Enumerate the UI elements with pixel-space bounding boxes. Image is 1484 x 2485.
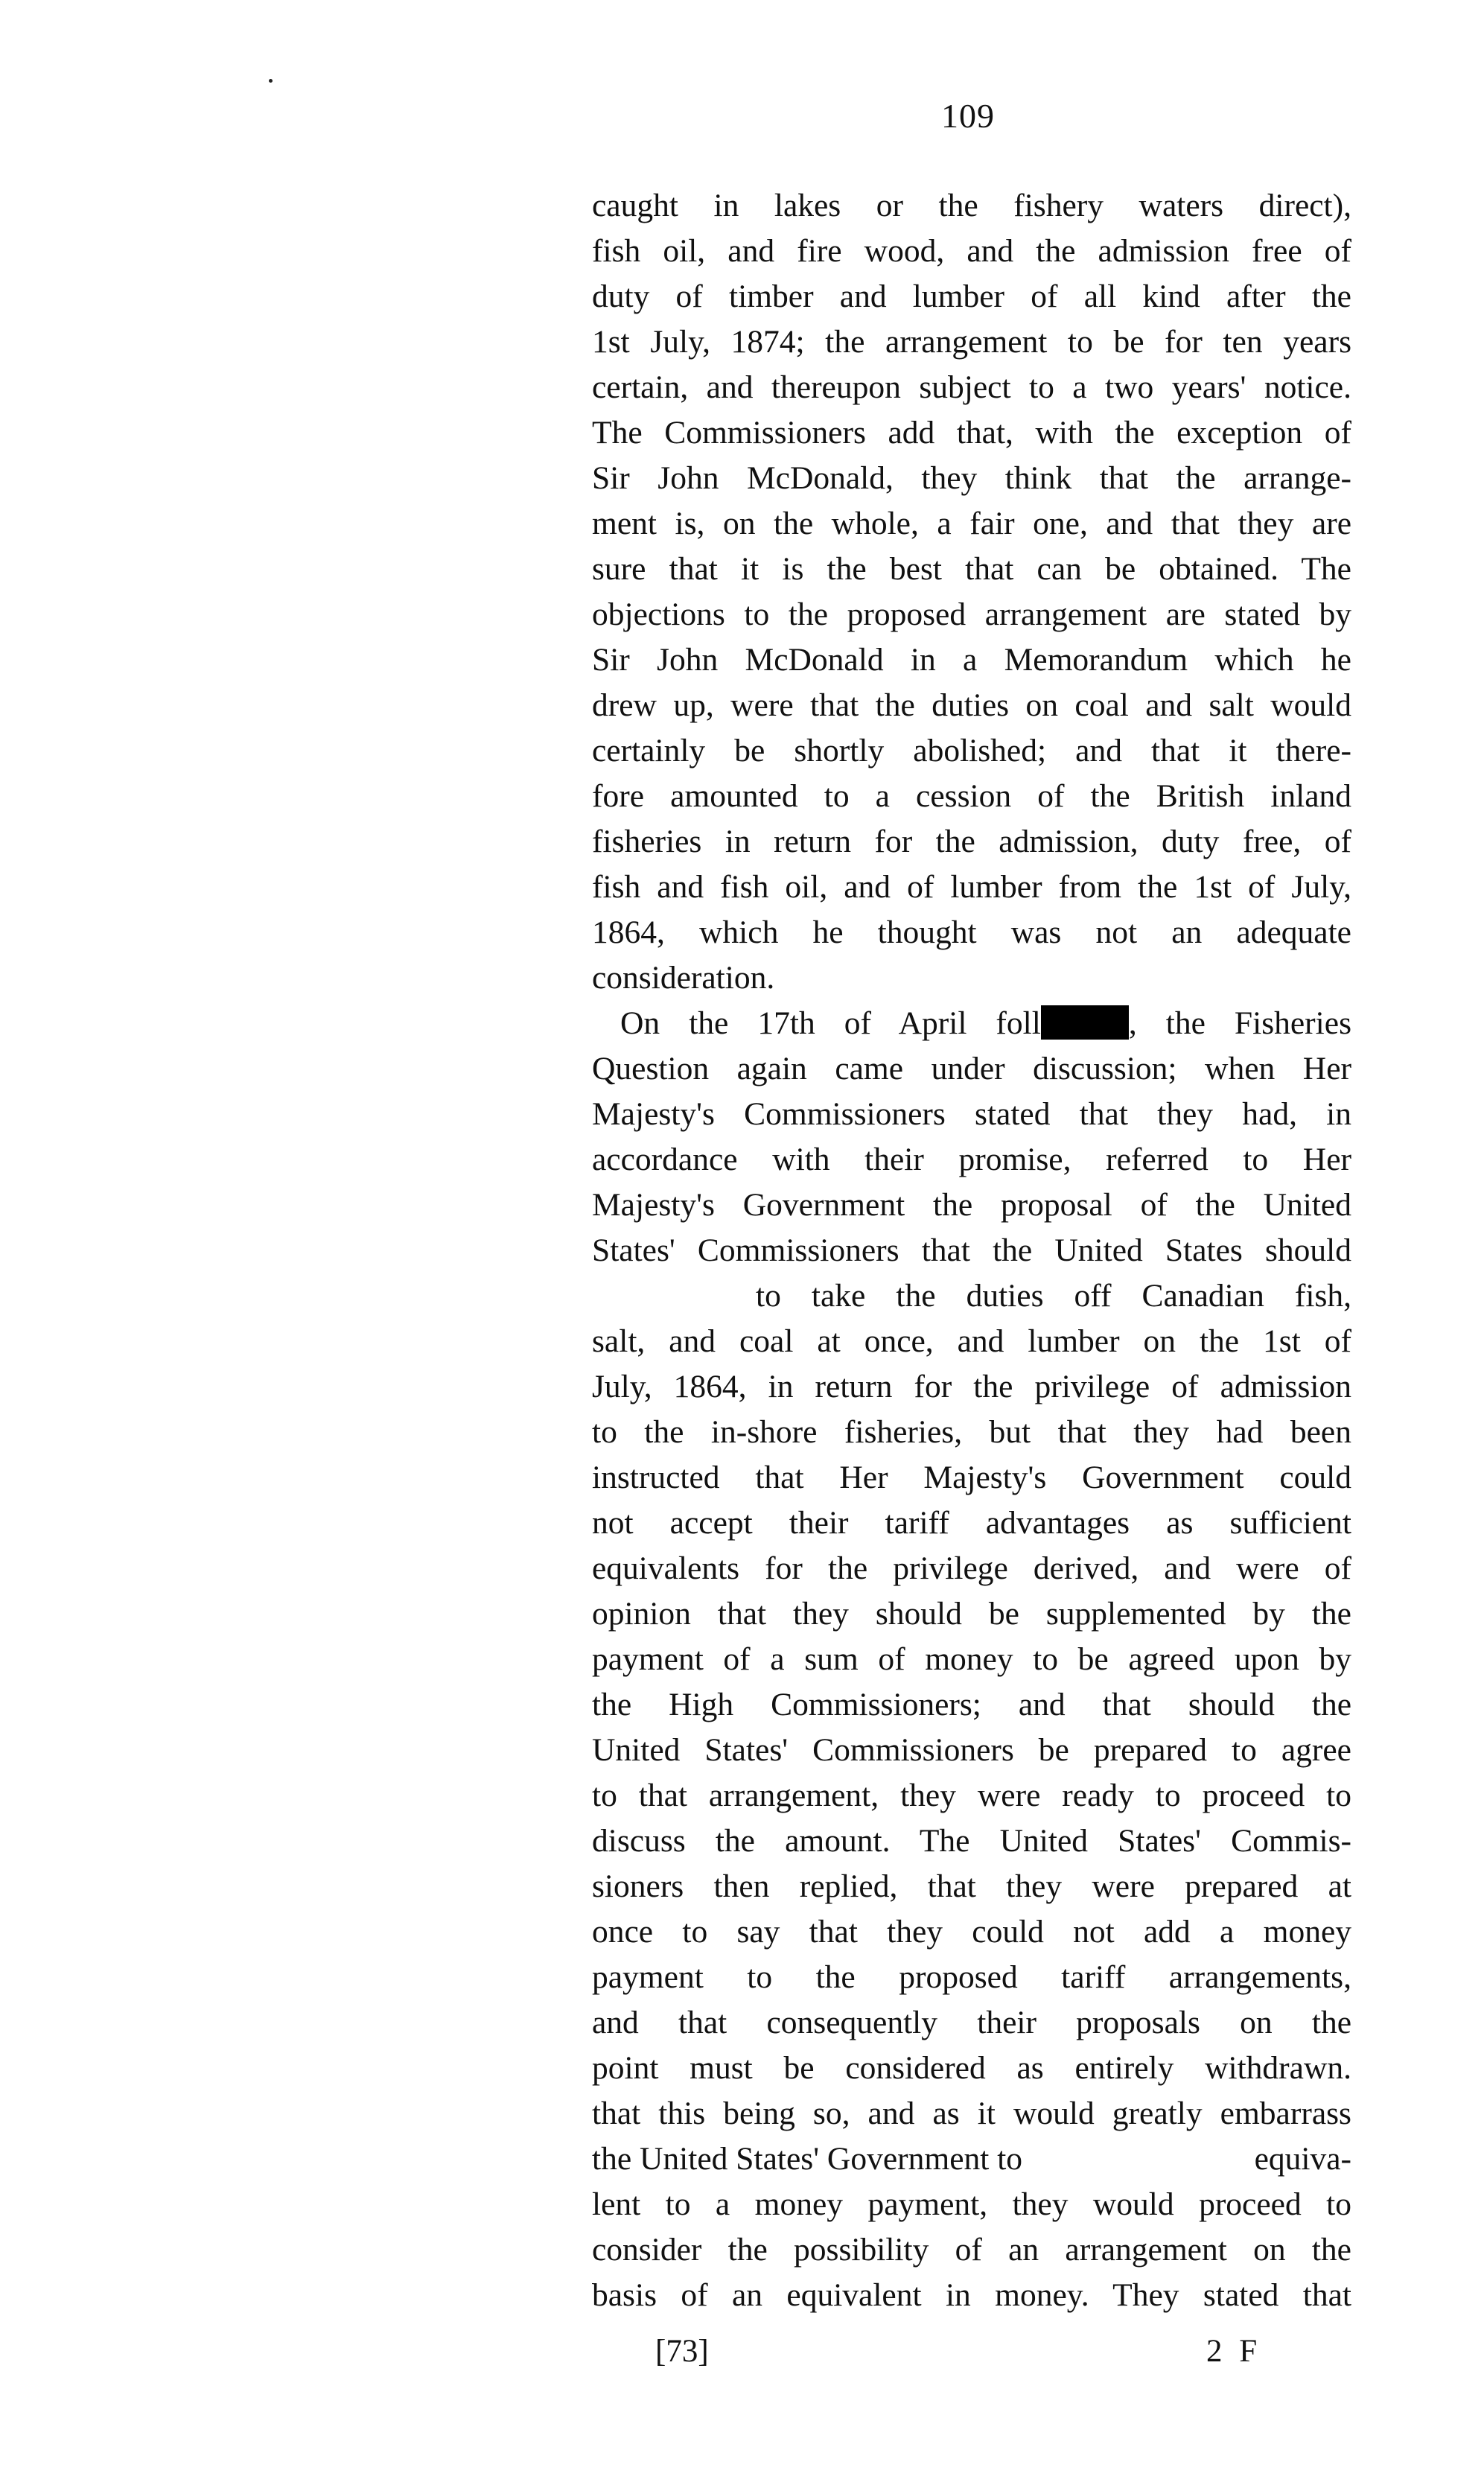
text-line: duty of timber and lumber of all kind after the: [592, 279, 1351, 314]
text-line: 1st July, 1874; the arrangement to be for ten years: [592, 324, 1351, 360]
text-line: discuss the amount. The United States' Commis-: [592, 1823, 1351, 1859]
text-fragment: equiva-: [1254, 2141, 1351, 2177]
text-line: to take the duties off Canadian fish,: [756, 1278, 1351, 1314]
text-line: salt, and coal at once, and lumber on the 1st of: [592, 1323, 1351, 1359]
paragraph-start-line: On the 17th of April foll , the Fisheries: [620, 1005, 1351, 1041]
text-line: lent to a money payment, they would proceed to: [592, 2186, 1351, 2222]
page-number: 109: [941, 97, 995, 135]
text-line: Sir John McDonald, they think that the arrange-: [592, 460, 1351, 496]
redaction-block: [1041, 1005, 1129, 1040]
text-line: sioners then replied, that they were prepared at: [592, 1868, 1351, 1904]
text-line: certainly be shortly abolished; and that it there-: [592, 733, 1351, 769]
text-line: opinion that they should be supplemented by the: [592, 1596, 1351, 1632]
text-line: to that arrangement, they were ready to proceed to: [592, 1778, 1351, 1813]
text-fragment: the United States' Government to: [592, 2141, 1023, 2177]
text-line: the High Commissioners; and that should the: [592, 1687, 1351, 1722]
text-line: once to say that they could not add a money: [592, 1914, 1351, 1950]
paragraph-start-text: On the 17th of April foll: [620, 1005, 1041, 1041]
text-line: ment is, on the whole, a fair one, and that they are: [592, 506, 1351, 541]
text-line: fisheries in return for the admission, duty free, of: [592, 824, 1351, 859]
text-fragment: the Fisheries: [1165, 1005, 1351, 1041]
printer-signature: [73]: [655, 2334, 709, 2369]
text-line: fish oil, and fire wood, and the admission free of: [592, 233, 1351, 269]
text-line: 1864, which he thought was not an adequate: [592, 914, 1351, 950]
scan-speck: [269, 79, 273, 83]
text-line: States' Commissioners that the United States should: [592, 1232, 1351, 1268]
text-line: payment of a sum of money to be agreed upon by: [592, 1641, 1351, 1677]
split-line: [592, 2136, 1351, 2182]
text-line: certain, and thereupon subject to a two years' notice.: [592, 369, 1351, 405]
text-line: The Commissioners add that, with the exception of: [592, 415, 1351, 451]
text-line: point must be considered as entirely withdrawn.: [592, 2050, 1351, 2086]
text-line: consideration.: [592, 960, 775, 996]
text-line: consider the possibility of an arrangement on the: [592, 2232, 1351, 2268]
body-text: [592, 183, 1351, 2318]
text-line: basis of an equivalent in money. They stated that: [592, 2277, 1351, 2313]
text-line: Majesty's Commissioners stated that they had, in: [592, 1096, 1351, 1132]
text-line: fish and fish oil, and of lumber from the 1st of July,: [592, 869, 1351, 905]
text-line: caught in lakes or the fishery waters direct),: [592, 188, 1351, 223]
text-line: instructed that Her Majesty's Government could: [592, 1460, 1351, 1495]
text-line: accordance with their promise, referred to Her: [592, 1142, 1351, 1177]
text-line: Sir John McDonald in a Memorandum which he: [592, 642, 1351, 678]
text-line: Question again came under discussion; when Her: [592, 1051, 1351, 1086]
text-line: sure that it is the best that can be obtained. The: [592, 551, 1351, 587]
text-line: objections to the proposed arrangement are stated by: [592, 596, 1351, 632]
text-line: United States' Commissioners be prepared to agree: [592, 1732, 1351, 1768]
text-line: that this being so, and as it would greatly embarrass: [592, 2096, 1351, 2131]
text-line: drew up, were that the duties on coal and salt would: [592, 687, 1351, 723]
text-line: payment to the proposed tariff arrangements,: [592, 1959, 1351, 1995]
text-line: to the in-shore fisheries, but that they had been: [592, 1414, 1351, 1450]
text-line: Majesty's Government the proposal of the United: [592, 1187, 1351, 1223]
text-line: July, 1864, in return for the privilege of admission: [592, 1369, 1351, 1404]
text-line: and that consequently their proposals on the: [592, 2005, 1351, 2040]
text-line: equivalents for the privilege derived, and were of: [592, 1550, 1351, 1586]
text-line: fore amounted to a cession of the British inland: [592, 778, 1351, 814]
text-line: not accept their tariff advantages as sufficient: [592, 1505, 1351, 1541]
sheet-signature-mark: 2 F: [1206, 2334, 1262, 2369]
